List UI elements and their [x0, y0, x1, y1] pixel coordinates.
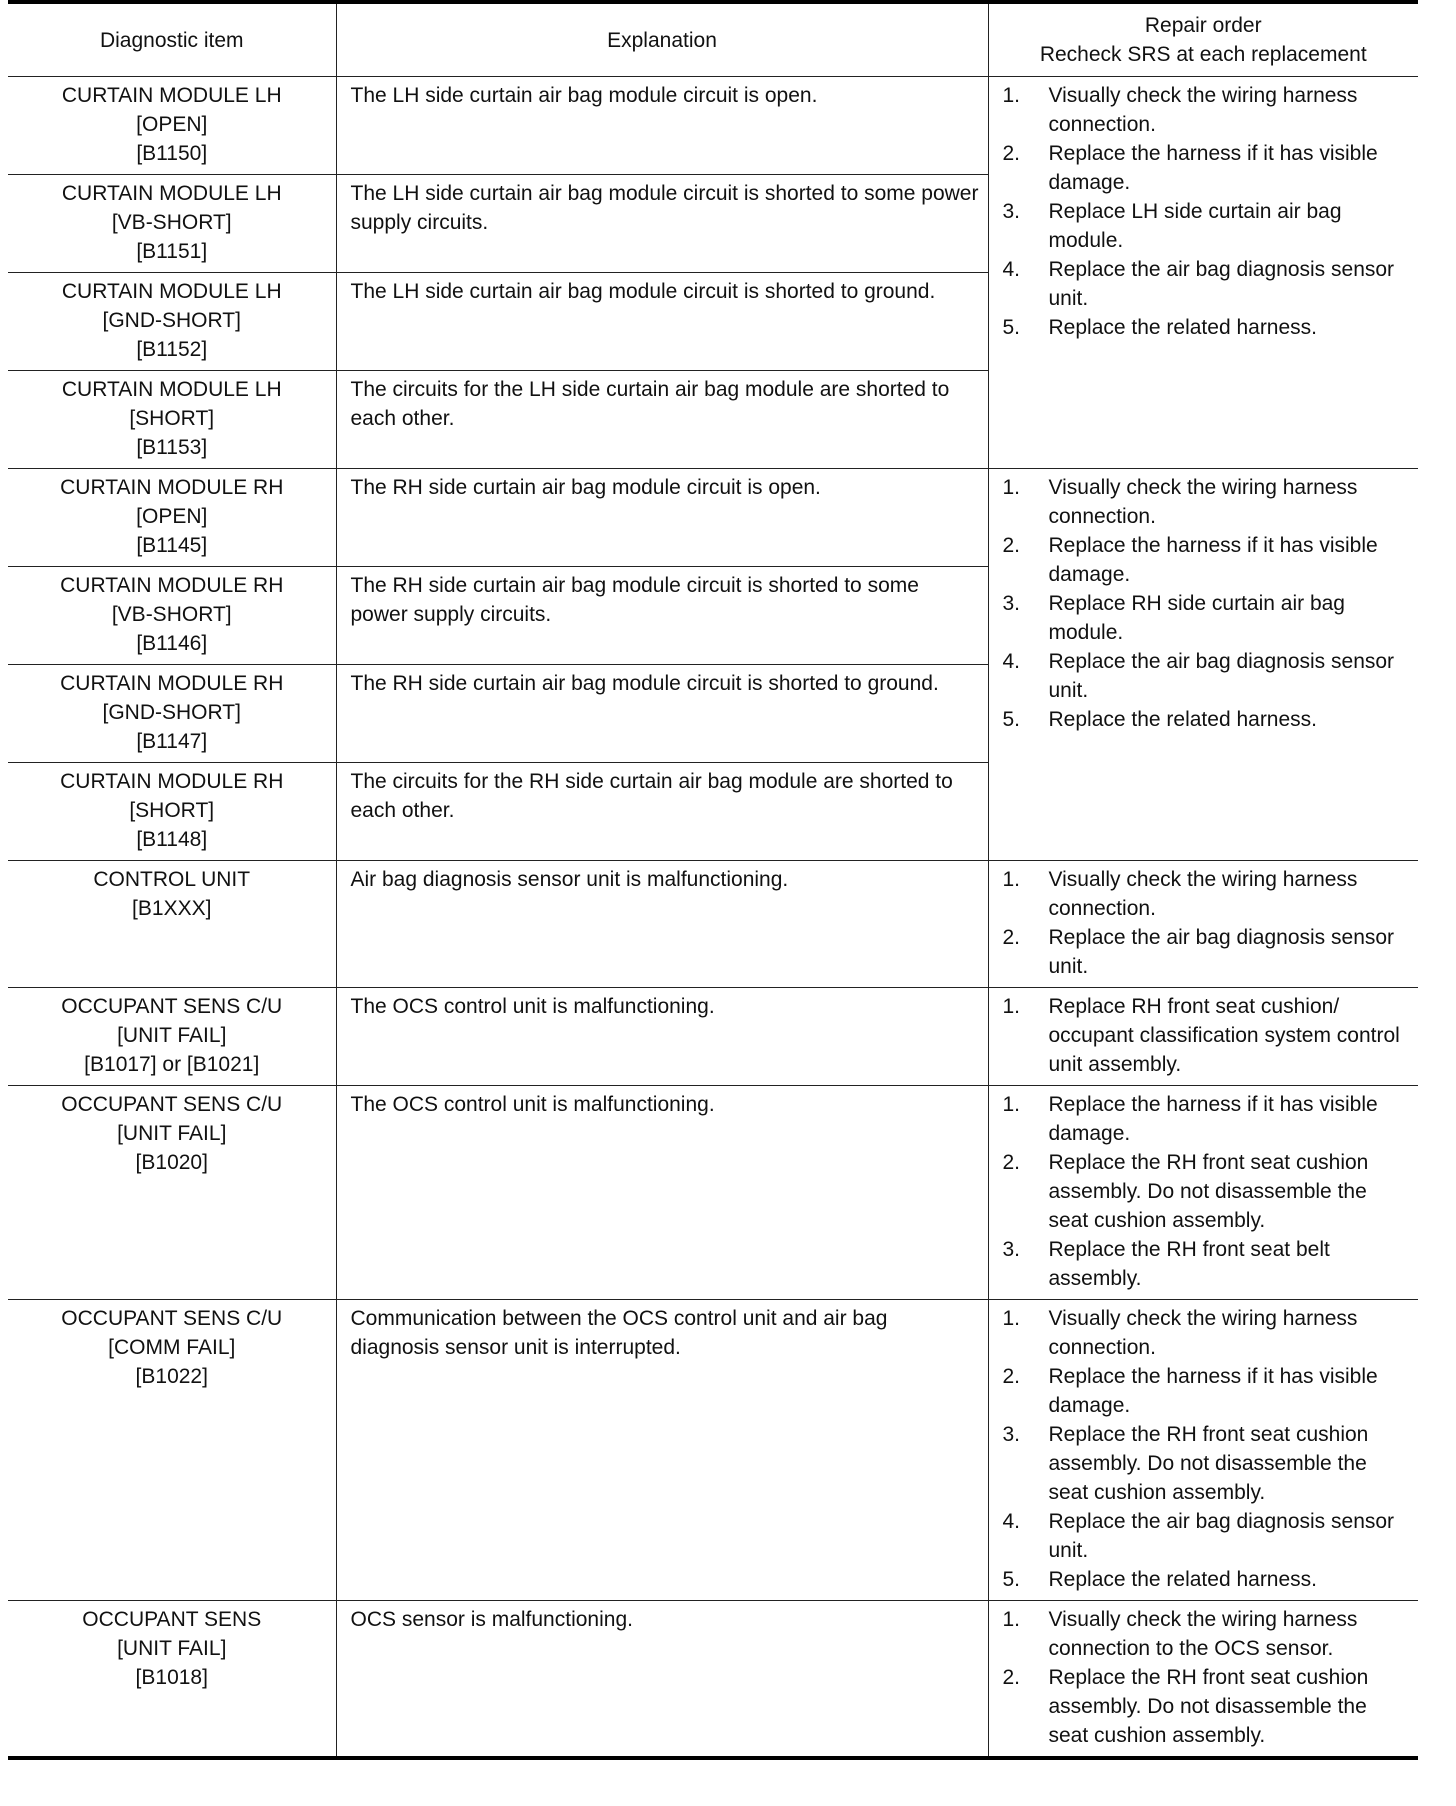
- repair-step: [1003, 992, 1411, 1079]
- diagnostic-item-cell: [8, 1086, 336, 1300]
- repair-step: [1003, 255, 1411, 313]
- repair-step: [1003, 1362, 1411, 1420]
- header-repair-order: [988, 2, 1418, 77]
- repair-step-number: 5.: [1002, 708, 1021, 731]
- repair-step-text: Replace the harness if it has visible damage.: [1048, 142, 1378, 194]
- explanation-cell: The OCS control unit is malfunctioning.: [336, 988, 988, 1086]
- explanation-cell: Air bag diagnosis sensor unit is malfunctioning.: [336, 861, 988, 988]
- repair-step-number: 4.: [1002, 258, 1021, 281]
- repair-step-text: Replace the air bag diagnosis sensor unit.: [1048, 258, 1395, 310]
- diagnostic-item-line: CURTAIN MODULE LH: [61, 280, 282, 303]
- diagnostic-item-line: [B1146]: [136, 632, 208, 655]
- repair-order-cell: [988, 1086, 1418, 1300]
- diagnostic-item-line: [OPEN]: [136, 113, 208, 136]
- diagnostic-item-line: CURTAIN MODULE RH: [60, 770, 284, 793]
- diagnostic-item-line: [B1017] or [B1021]: [84, 1053, 260, 1076]
- repair-step-number: 2.: [1002, 1151, 1021, 1174]
- repair-steps-list: [1003, 81, 1411, 342]
- diagnostic-item-line: CURTAIN MODULE RH: [60, 476, 284, 499]
- diagnostic-item-line: [B1148]: [136, 828, 208, 851]
- diagnostic-item-cell: [8, 567, 336, 665]
- diagnostic-item-line: [COMM FAIL]: [108, 1336, 236, 1359]
- explanation-cell: The LH side curtain air bag module circuit is open.: [336, 77, 988, 175]
- repair-step-number: 3.: [1002, 592, 1021, 615]
- repair-step-number: 4.: [1002, 650, 1021, 673]
- diagnostic-item-line: CONTROL UNIT: [93, 868, 251, 891]
- diagnostic-item-cell: [8, 175, 336, 273]
- diagnostic-item-line: [B1151]: [136, 240, 208, 263]
- explanation-cell: The LH side curtain air bag module circuit is shorted to some power supply circuits.: [336, 175, 988, 273]
- diagnostic-item-line: [B1152]: [136, 338, 208, 361]
- diagnostic-item-line: CURTAIN MODULE RH: [60, 672, 284, 695]
- repair-step-number: 1.: [1002, 1307, 1021, 1330]
- repair-step-number: 3.: [1002, 200, 1021, 223]
- repair-step-number: 1.: [1002, 476, 1021, 499]
- repair-order-cell: [988, 1300, 1418, 1601]
- repair-step-text: Replace the air bag diagnosis sensor unit.: [1048, 650, 1395, 702]
- document-page: [8, 0, 1418, 1760]
- repair-step: [1003, 1304, 1411, 1362]
- diagnostic-item-cell: [8, 469, 336, 567]
- repair-step: [1003, 473, 1411, 531]
- repair-step-text: Visually check the wiring harness connection to the OCS sensor.: [1048, 1608, 1358, 1660]
- explanation-cell: Communication between the OCS control unit and air bag diagnosis sensor unit is interrupted.: [336, 1300, 988, 1601]
- diagnostic-item-line: [B1XXX]: [132, 897, 212, 920]
- repair-step: [1003, 1420, 1411, 1507]
- table-header-row: [8, 2, 1418, 77]
- repair-step: [1003, 1507, 1411, 1565]
- diagnostic-item-line: CURTAIN MODULE LH: [61, 84, 282, 107]
- repair-step-text: Replace the harness if it has visible damage.: [1048, 1365, 1378, 1417]
- table-row: [8, 861, 1418, 988]
- repair-step: [1003, 81, 1411, 139]
- diagnostic-item-cell: [8, 763, 336, 861]
- header-repair-order-title: Repair order: [1144, 14, 1262, 37]
- header-repair-order-subtitle: Recheck SRS at each replacement: [1039, 43, 1367, 66]
- repair-step: [1003, 1565, 1411, 1594]
- repair-step-text: Visually check the wiring harness connection.: [1048, 1307, 1358, 1359]
- repair-step-text: Visually check the wiring harness connection.: [1048, 476, 1358, 528]
- diagnostic-item-line: [B1020]: [135, 1151, 208, 1174]
- repair-step-text: Replace the air bag diagnosis sensor unit.: [1048, 926, 1395, 978]
- diagnostic-item-cell: [8, 273, 336, 371]
- repair-step-number: 2.: [1002, 1666, 1021, 1689]
- repair-step-text: Replace the RH front seat cushion assembly. Do not disassemble the seat cushion assembly.: [1048, 1423, 1369, 1504]
- repair-step-number: 4.: [1002, 1510, 1021, 1533]
- diagnostic-item-line: [B1018]: [135, 1666, 208, 1689]
- table-row: [8, 77, 1418, 175]
- repair-steps-list: [1003, 992, 1411, 1079]
- diagnostic-item-line: [B1153]: [136, 436, 208, 459]
- diagnostic-item-line: [SHORT]: [129, 799, 215, 822]
- table-row: [8, 1086, 1418, 1300]
- explanation-cell: The OCS control unit is malfunctioning.: [336, 1086, 988, 1300]
- diagnostic-item-line: [SHORT]: [129, 407, 215, 430]
- repair-step-number: 3.: [1002, 1423, 1021, 1446]
- diagnostic-item-line: CURTAIN MODULE RH: [60, 574, 284, 597]
- repair-step-text: Replace the RH front seat cushion assembly. Do not disassemble the seat cushion assembly.: [1048, 1151, 1369, 1232]
- diagnostic-item-cell: [8, 1601, 336, 1759]
- table-body: [8, 77, 1418, 1759]
- diagnostic-item-line: [B1147]: [136, 730, 208, 753]
- diagnostic-item-cell: [8, 988, 336, 1086]
- repair-step-text: Replace the harness if it has visible damage.: [1048, 534, 1378, 586]
- repair-step-number: 1.: [1002, 995, 1021, 1018]
- repair-order-cell: [988, 988, 1418, 1086]
- repair-step-text: Replace the air bag diagnosis sensor unit.: [1048, 1510, 1395, 1562]
- repair-step-text: Replace the related harness.: [1048, 316, 1317, 339]
- diagnostic-item-line: OCCUPANT SENS C/U: [61, 995, 283, 1018]
- explanation-cell: The RH side curtain air bag module circuit is shorted to ground.: [336, 665, 988, 763]
- repair-step: [1003, 1605, 1411, 1663]
- explanation-cell: The RH side curtain air bag module circuit is open.: [336, 469, 988, 567]
- repair-steps-list: [1003, 1090, 1411, 1293]
- diagnostic-item-line: [OPEN]: [136, 505, 208, 528]
- repair-step: [1003, 1235, 1411, 1293]
- repair-order-cell: [988, 77, 1418, 469]
- diagnostic-item-line: [GND-SHORT]: [102, 701, 241, 724]
- diagnostic-table: [8, 0, 1418, 1760]
- repair-step: [1003, 1148, 1411, 1235]
- repair-step-number: 2.: [1002, 1365, 1021, 1388]
- repair-steps-list: [1003, 473, 1411, 734]
- repair-step-text: Visually check the wiring harness connection.: [1048, 84, 1358, 136]
- repair-step: [1003, 923, 1411, 981]
- diagnostic-item-cell: [8, 1300, 336, 1601]
- repair-step-number: 3.: [1002, 1238, 1021, 1261]
- repair-step: [1003, 705, 1411, 734]
- diagnostic-item-line: CURTAIN MODULE LH: [61, 182, 282, 205]
- repair-steps-list: [1003, 865, 1411, 981]
- table-row: [8, 988, 1418, 1086]
- repair-step: [1003, 313, 1411, 342]
- header-explanation: Explanation: [336, 2, 988, 77]
- explanation-cell: The RH side curtain air bag module circuit is shorted to some power supply circuits.: [336, 567, 988, 665]
- repair-step-number: 2.: [1002, 926, 1021, 949]
- diagnostic-item-cell: [8, 77, 336, 175]
- repair-order-cell: [988, 1601, 1418, 1759]
- diagnostic-item-line: [B1145]: [136, 534, 208, 557]
- repair-step-text: Replace the RH front seat cushion assembly. Do not disassemble the seat cushion assembly.: [1048, 1666, 1369, 1747]
- repair-step-text: Replace the related harness.: [1048, 1568, 1317, 1591]
- repair-step-number: 5.: [1002, 316, 1021, 339]
- diagnostic-item-line: OCCUPANT SENS: [82, 1608, 262, 1631]
- diagnostic-item-line: [GND-SHORT]: [102, 309, 241, 332]
- repair-step: [1003, 1090, 1411, 1148]
- repair-step-number: 1.: [1002, 1608, 1021, 1631]
- repair-steps-list: [1003, 1605, 1411, 1750]
- header-diagnostic-item: Diagnostic item: [8, 2, 336, 77]
- repair-order-cell: [988, 861, 1418, 988]
- diagnostic-item-line: OCCUPANT SENS C/U: [61, 1093, 283, 1116]
- repair-step-number: 1.: [1002, 1093, 1021, 1116]
- repair-step-text: Replace LH side curtain air bag module.: [1048, 200, 1342, 252]
- diagnostic-item-line: [VB-SHORT]: [111, 603, 232, 626]
- repair-order-cell: [988, 469, 1418, 861]
- repair-step-text: Replace the related harness.: [1048, 708, 1317, 731]
- diagnostic-item-line: OCCUPANT SENS C/U: [61, 1307, 283, 1330]
- table-row: [8, 1601, 1418, 1759]
- repair-step: [1003, 589, 1411, 647]
- explanation-cell: The LH side curtain air bag module circuit is shorted to ground.: [336, 273, 988, 371]
- repair-step-number: 5.: [1002, 1568, 1021, 1591]
- repair-step: [1003, 531, 1411, 589]
- table-row: [8, 469, 1418, 567]
- repair-step: [1003, 647, 1411, 705]
- diagnostic-item-line: [UNIT FAIL]: [117, 1024, 227, 1047]
- explanation-cell: The circuits for the LH side curtain air bag module are shorted to each other.: [336, 371, 988, 469]
- repair-step-text: Replace the RH front seat belt assembly.: [1048, 1238, 1330, 1290]
- diagnostic-item-line: [UNIT FAIL]: [117, 1122, 227, 1145]
- diagnostic-item-line: [B1150]: [136, 142, 208, 165]
- diagnostic-item-line: [B1022]: [135, 1365, 208, 1388]
- repair-step: [1003, 1663, 1411, 1750]
- diagnostic-item-line: [UNIT FAIL]: [117, 1637, 227, 1660]
- repair-step: [1003, 865, 1411, 923]
- table-row: [8, 1300, 1418, 1601]
- repair-step-number: 2.: [1002, 534, 1021, 557]
- repair-step-text: Replace RH front seat cushion/ occupant classification system control unit assembly.: [1048, 995, 1400, 1076]
- diagnostic-item-line: [VB-SHORT]: [111, 211, 232, 234]
- diagnostic-item-cell: [8, 665, 336, 763]
- repair-step-number: 1.: [1002, 84, 1021, 107]
- repair-step-number: 1.: [1002, 868, 1021, 891]
- repair-step: [1003, 139, 1411, 197]
- repair-step-text: Replace the harness if it has visible damage.: [1048, 1093, 1378, 1145]
- repair-step-number: 2.: [1002, 142, 1021, 165]
- diagnostic-item-cell: [8, 861, 336, 988]
- diagnostic-item-cell: [8, 371, 336, 469]
- repair-step: [1003, 197, 1411, 255]
- repair-step-text: Replace RH side curtain air bag module.: [1048, 592, 1345, 644]
- repair-steps-list: [1003, 1304, 1411, 1594]
- explanation-cell: OCS sensor is malfunctioning.: [336, 1601, 988, 1759]
- repair-step-text: Visually check the wiring harness connection.: [1048, 868, 1358, 920]
- diagnostic-item-line: CURTAIN MODULE LH: [61, 378, 282, 401]
- explanation-cell: The circuits for the RH side curtain air bag module are shorted to each other.: [336, 763, 988, 861]
